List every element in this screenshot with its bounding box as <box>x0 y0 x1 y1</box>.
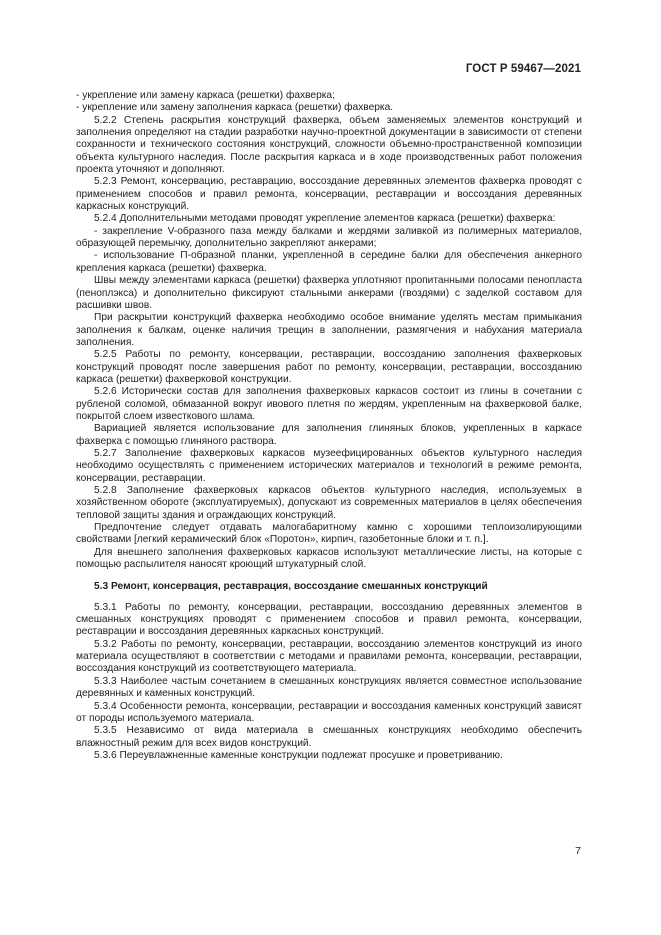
paragraph: 5.2.5 Работы по ремонту, консервации, реставрации, воссозданию заполнения фахверковых конструкций проводят после завершения работ по ремонту, консервации, реставрации, воссозданию каркаса (решетки) фахверковой конструкции. <box>76 349 582 385</box>
paragraph: При раскрытии конструкций фахверка необходимо особое внимание уделять местам примыкания заполнения к балкам, оценке наличия трещин в заполнении, размягчения и набухания материала заполнения. <box>76 312 582 348</box>
paragraph: Швы между элементами каркаса (решетки) фахверка уплотняют пропитанными полосами пенопласта (пеноплэкса) и дополнительно фиксируют стальными анкерами (гвоздями) с заделкой составом для расшивки швов. <box>76 275 582 311</box>
paragraph: 5.2.2 Степень раскрытия конструкций фахверка, объем заменяемых элементов конструкций и заполнения определяют на стадии разработки научно-проектной документации в зависимости от степени сохранности и технического состояния конструкций, сложности объемно-пространственной композиции объекта культурного наследия. После раскрытия каркаса и в ходе производственных работ положения проекта уточняют и дополняют. <box>76 114 582 176</box>
paragraph: 5.3.2 Работы по ремонту, консервации, реставрации, воссозданию элементов конструкций из иного материала осуществляют в соответствии с методами и правилами ремонта, консервации, реставрации, воссоздания конструкций из соответствующего материала. <box>76 638 582 675</box>
paragraph: 5.3.5 Независимо от вида материала в смешанных конструкциях необходимо обеспечить влажностный режим для всех видов конструкций. <box>76 725 582 749</box>
paragraph: Вариацией является использование для заполнения глиняных блоков, укрепленных в каркасе фахверка с помощью глиняного раствора. <box>76 423 582 447</box>
paragraph: 5.2.4 Дополнительными методами проводят укрепление элементов каркаса (решетки) фахверка: <box>94 213 556 225</box>
paragraph: - укрепление или замену заполнения каркаса (решетки) фахверка. <box>76 102 394 114</box>
paragraph: 5.2.8 Заполнение фахверковых каркасов объектов культурного наследия, используемых в хозяйственном обороте (эксплуатируемых), допускают из современных материалов в целях обеспечения тепловой защиты здания и ограждающих конструкций. <box>76 485 582 521</box>
paragraph: 5.2.3 Ремонт, консервацию, реставрацию, воссоздание деревянных элементов фахверка проводят с применением способов и правил ремонта, консервации, реставрации и воссоздания деревянных каркасных конструкций. <box>76 176 582 213</box>
paragraph: Для внешнего заполнения фахверковых каркасов используют металлические листы, на которые с помощью распылителя наносят кроющий штукатурный слой. <box>76 546 582 571</box>
paragraph: Предпочтение следует отдавать малогабаритному камню с хорошими теплоизолирующими свойствами [легкий керамический блок «Поротон», кирпич, газобетонные блоки и т. п.]. <box>76 522 582 546</box>
paragraph: 5.2.7 Заполнение фахверковых каркасов музеефицированных объектов культурного наследия необходимо осуществлять с применением исторических материалов и технологий в режиме ремонта, консервации, реставрации. <box>76 447 582 484</box>
paragraph: - закрепление V-образного паза между балками и жердями заливкой из полимерных материалов, образующей перемычку, дополнительно закрепляют анкерами; <box>76 225 582 250</box>
document-code: ГОСТ Р 59467—2021 <box>465 63 581 75</box>
paragraph: - использование П-образной планки, укрепленной в середине балки для обеспечения анкерного крепления каркаса (решетки) фахверка. <box>76 250 582 274</box>
paragraph: 5.2.6 Исторически состав для заполнения фахверковых каркасов состоит из глины в сочетании с рубленой соломой, обмазанной вокруг ивового плетня по жердям, укрепленным на фахверковой балке, покрытой слоем известкового шлама. <box>76 386 582 422</box>
section-heading: 5.3 Ремонт, консервация, реставрация, воссоздание смешанных конструкций <box>94 581 488 593</box>
paragraph: 5.3.4 Особенности ремонта, консервации, реставрации и воссоздания каменных конструкций зависят от породы используемого материала. <box>76 700 582 724</box>
paragraph: 5.3.6 Переувлажненные каменные конструкции подлежат просушке и проветриванию. <box>94 749 503 761</box>
page-number: 7 <box>575 845 581 857</box>
paragraph: 5.3.3 Наиболее частым сочетанием в смешанных конструкциях является совместное использование деревянных и каменных конструкций. <box>76 675 582 700</box>
body-text <box>76 90 582 762</box>
paragraph: - укрепление или замену каркаса (решетки) фахверка; <box>76 90 335 101</box>
paragraph: 5.3.1 Работы по ремонту, консервации, реставрации, воссозданию деревянных элементов в смешанных конструкциях проводят с применением способов и правил ремонта, консервации, реставрации и воссоздания деревянных каркасных конструкций. <box>76 601 582 638</box>
